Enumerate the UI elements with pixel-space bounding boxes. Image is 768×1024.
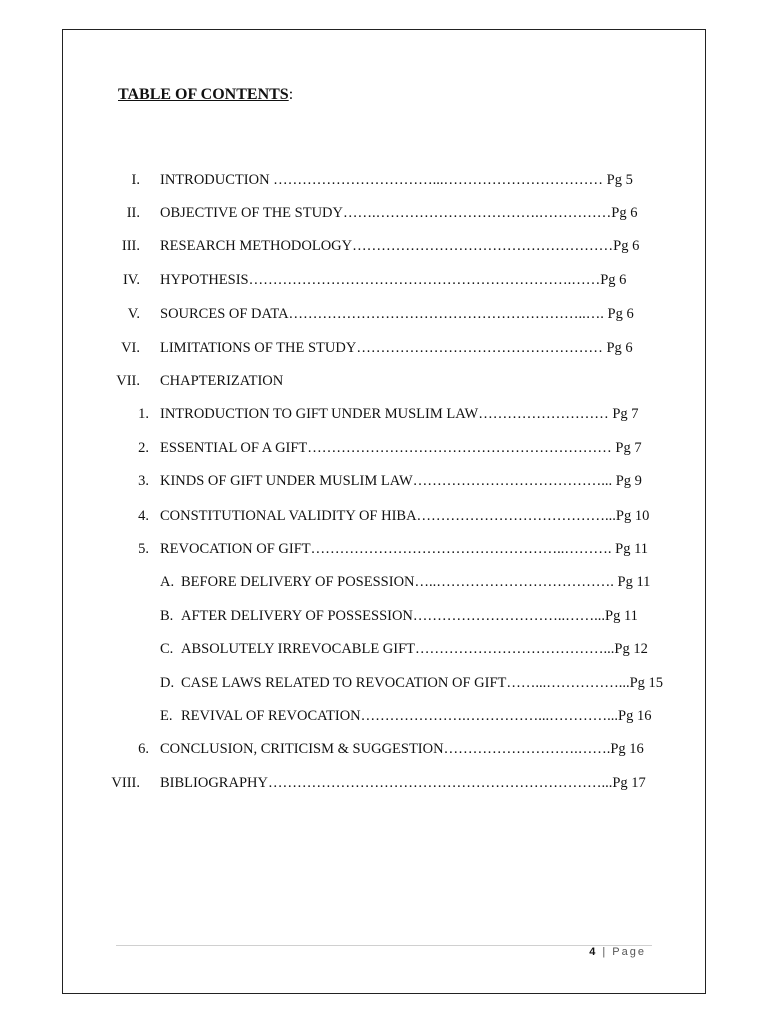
toc-entry-number: 3. <box>138 473 149 489</box>
toc-entry-text: HYPOTHESIS………………………………………………………….……Pg 6 <box>160 272 627 288</box>
toc-entry-number: 6. <box>138 741 149 757</box>
toc-entry-text: AFTER DELIVERY OF POSSESSION…………………………..……...Pg 11 <box>181 608 638 624</box>
toc-entry-text: ESSENTIAL OF A GIFT……………………………………………………… Pg 7 <box>160 440 642 456</box>
toc-entry-text: CONCLUSION, CRITICISM & SUGGESTION……………………….…….Pg 16 <box>160 741 644 757</box>
page-number: 4 <box>589 946 598 958</box>
toc-entry-letter: C. <box>160 641 174 657</box>
toc-entry-number: VII. <box>116 373 140 389</box>
toc-entry-text: REVIVAL OF REVOCATION………………….……………...…………...Pg 16 <box>181 708 652 724</box>
toc-entry-text: KINDS OF GIFT UNDER MUSLIM LAW…………………………………... Pg 9 <box>160 473 642 489</box>
toc-entry-letter: B. <box>160 608 174 624</box>
toc-entry-text: CASE LAWS RELATED TO REVOCATION OF GIFT……...……………...Pg 15 <box>181 675 664 691</box>
footer-separator: | <box>597 946 613 958</box>
page-footer <box>589 946 646 958</box>
footer-divider <box>116 945 652 946</box>
toc-entry-number: IV. <box>122 272 140 288</box>
toc-entry-number: II. <box>126 205 140 221</box>
toc-title-text: TABLE OF CONTENTS <box>118 86 289 103</box>
toc-entry-text: INTRODUCTION ……………………………...…………………………… Pg 5 <box>160 172 633 188</box>
toc-entry-letter: D. <box>160 675 175 691</box>
toc-title <box>118 86 293 104</box>
toc-entry-number: 2. <box>138 440 149 456</box>
toc-entry-letter: E. <box>160 708 173 724</box>
toc-entry-text: BEFORE DELIVERY OF POSESSION…..………………………………. Pg 11 <box>181 574 651 590</box>
toc-entry-text: REVOCATION OF GIFT……………………………………………..………. Pg 11 <box>160 541 649 557</box>
toc-entry-text: ABSOLUTELY IRREVOCABLE GIFT…………………………………...Pg 12 <box>181 641 648 657</box>
toc-entry-text: OBJECTIVE OF THE STUDY…….…………………………….……………Pg 6 <box>160 205 638 221</box>
toc-entry-number: 1. <box>138 406 149 422</box>
toc-entry-number: VI. <box>121 340 140 356</box>
toc-entry-letter: A. <box>160 574 175 590</box>
page-label: Page <box>612 946 646 958</box>
toc-entry-text: INTRODUCTION TO GIFT UNDER MUSLIM LAW……………………… Pg 7 <box>160 406 639 422</box>
toc-entry-number: I. <box>131 172 140 188</box>
toc-entry-text: CONSTITUTIONAL VALIDITY OF HIBA…………………………………...Pg 10 <box>160 508 650 524</box>
toc-entry-text: RESEARCH METHODOLOGY………………………………………………Pg 6 <box>160 238 640 254</box>
toc-entry-number: V. <box>127 306 140 322</box>
toc-entry-text: BIBLIOGRAPHY……………………………………………………………...Pg 17 <box>160 775 646 791</box>
toc-entry-number: VIII. <box>111 775 140 791</box>
toc-title-colon: : <box>288 86 294 103</box>
toc-entry-number: 5. <box>138 541 149 557</box>
toc-entry-number: 4. <box>138 508 149 524</box>
toc-entry-text: LIMITATIONS OF THE STUDY…………………………………………… Pg 6 <box>160 340 633 356</box>
toc-entry-text: SOURCES OF DATA……………………………………………………..…. Pg 6 <box>160 306 634 322</box>
toc-entry-number: III. <box>121 238 140 254</box>
toc-entry-text: CHAPTERIZATION <box>160 373 284 389</box>
